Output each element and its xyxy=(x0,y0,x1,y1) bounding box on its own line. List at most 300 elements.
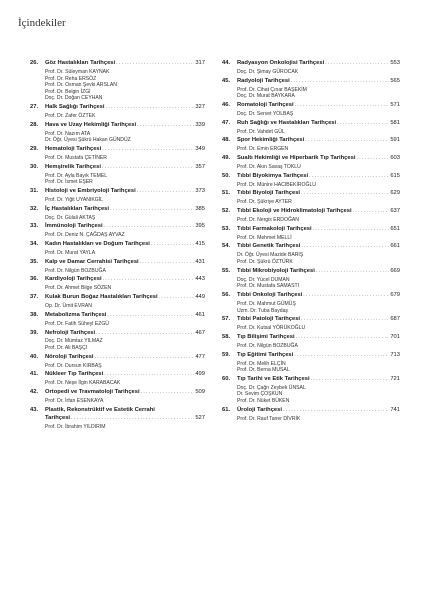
toc-leader-dots xyxy=(311,376,390,384)
toc-entry-number: 42. xyxy=(30,389,39,396)
toc-entry-title: Hemşirelik Tarihçesi xyxy=(45,163,101,170)
toc-leader-dots xyxy=(96,330,194,338)
toc-entry-authors xyxy=(30,155,205,162)
toc-entry[interactable] xyxy=(222,190,400,206)
toc-entry-authors xyxy=(222,235,400,242)
author-name: Prof. Dr. İsmet EŞER xyxy=(45,179,93,186)
toc-entry-number: 53. xyxy=(222,225,231,232)
toc-entry-line xyxy=(30,294,205,302)
author-name: Prof. Dr. Osman Şevki ARSLAN xyxy=(45,82,117,89)
toc-leader-dots xyxy=(316,268,389,276)
toc-entry-authors xyxy=(30,380,205,387)
toc-leader-dots xyxy=(141,389,195,397)
toc-entry-authors xyxy=(30,232,205,239)
toc-entry-number: 44. xyxy=(222,60,231,66)
toc-entry-title: Tıbbi Mikrobiyoloji Tarihçesi xyxy=(237,267,315,274)
toc-entry-title: Tıp Bilişimi Tarihçesi xyxy=(237,334,295,340)
author-name: Prof. Dr. Mahmut GÜMÜŞ xyxy=(237,300,296,307)
toc-entry-title: Histoloji ve Embriyoloji Tarihçesi xyxy=(45,188,136,194)
toc-entry-authors xyxy=(30,398,205,405)
toc-leader-dots xyxy=(95,354,195,362)
toc-entry[interactable] xyxy=(222,316,400,332)
toc-entry-title: Halk Sağlığı Tarihçesi xyxy=(45,104,105,111)
toc-entry-line xyxy=(30,164,205,172)
toc-entry-number: 29. xyxy=(30,146,39,153)
toc-leader-dots xyxy=(71,415,194,423)
toc-entry-page: 527 xyxy=(195,414,205,421)
toc-entry-page: 637 xyxy=(390,208,400,215)
toc-entry-line xyxy=(222,243,400,251)
toc-entry-line xyxy=(30,122,205,130)
toc-entry-title: Tıbbi Farmakoloji Tarihçesi xyxy=(237,225,312,232)
toc-entry-page: 701 xyxy=(390,334,400,340)
toc-entry-number: 32. xyxy=(30,205,39,212)
toc-entry-line xyxy=(222,208,400,216)
toc-entry-authors xyxy=(30,424,205,431)
toc-entry-number: 38. xyxy=(30,311,39,318)
toc-entry-authors xyxy=(30,268,205,275)
toc-entry-title: Kadın Hastalıkları ve Doğum Tarihçesi xyxy=(45,241,150,248)
toc-entry-page: 373 xyxy=(195,188,205,194)
toc-entry-authors xyxy=(222,69,400,76)
toc-entry-page: 327 xyxy=(195,104,205,111)
author-name: Prof. Dr. Dursun KIRBAŞ xyxy=(45,362,102,369)
toc-entry-number: 26. xyxy=(30,60,39,66)
toc-entry-page: 651 xyxy=(390,225,400,232)
toc-entry-title: Kalp ve Damar Cerrahisi Tarihçesi xyxy=(45,258,139,265)
toc-entry-page: 317 xyxy=(195,60,205,66)
toc-entry-title: Spor Hekimliği Tarihçesi xyxy=(237,137,305,144)
toc-entry-line xyxy=(222,352,400,360)
author-name: Prof. Dr. Reha ERSÖZ xyxy=(45,75,97,82)
toc-entry-line xyxy=(30,223,205,231)
toc-entry-page: 661 xyxy=(390,243,400,250)
author-name: Prof. Dr. Münire HACIBEKİROĞLU xyxy=(237,181,316,188)
toc-entry-line xyxy=(222,292,400,300)
toc-entry-authors xyxy=(222,325,400,332)
toc-entry-number: 47. xyxy=(222,119,231,126)
toc-leader-dots xyxy=(337,120,389,128)
author-name: Prof. Dr. Nergis ERDOĞAN xyxy=(237,217,299,223)
toc-entry[interactable] xyxy=(30,407,205,430)
toc-entry-number: 43. xyxy=(30,406,39,413)
author-name: Doç. Dr. Yücel DUMAN xyxy=(237,276,290,283)
toc-entry-line xyxy=(30,354,205,362)
toc-entry-line xyxy=(30,241,205,249)
toc-left-column xyxy=(30,60,205,432)
toc-entry[interactable] xyxy=(222,352,400,374)
toc-leader-dots xyxy=(140,259,195,267)
toc-entry-page: 571 xyxy=(390,101,400,108)
author-name: Prof. Dr. Berna MUSAL xyxy=(237,367,290,374)
toc-entry-number: 59. xyxy=(222,351,231,358)
toc-entry-line xyxy=(30,206,205,214)
toc-entry[interactable] xyxy=(30,294,205,310)
toc-entry-authors xyxy=(222,146,400,153)
toc-entry[interactable] xyxy=(222,78,400,100)
toc-entry[interactable] xyxy=(30,146,205,162)
toc-entry-page: 509 xyxy=(195,389,205,396)
toc-right-column xyxy=(222,60,400,425)
toc-entry-number: 37. xyxy=(30,294,39,301)
toc-entry[interactable] xyxy=(222,173,400,189)
toc-leader-dots xyxy=(283,407,389,415)
toc-entry-page: 431 xyxy=(195,258,205,265)
author-name: Prof. Dr. Şükriye AYTER xyxy=(237,199,292,206)
toc-entry-title: Plastik, Rekonstrüktif ve Estetik Cerrahi xyxy=(45,406,155,413)
toc-entry-page: 591 xyxy=(390,137,400,144)
author-name: Prof. Dr. Ayla Bayık TEMEL xyxy=(45,172,108,179)
toc-leader-dots xyxy=(104,371,194,379)
toc-leader-dots xyxy=(107,312,194,320)
toc-entry-number: 58. xyxy=(222,334,231,340)
toc-entry-line xyxy=(222,137,400,145)
toc-entry-authors xyxy=(222,217,400,224)
toc-entry-page: 499 xyxy=(195,371,205,378)
toc-entry[interactable] xyxy=(222,102,400,118)
toc-leader-dots xyxy=(325,60,389,68)
toc-leader-dots xyxy=(303,292,389,300)
toc-entry-page: 741 xyxy=(390,406,400,413)
toc-entry-line xyxy=(222,334,400,342)
toc-entry-line xyxy=(30,276,205,284)
toc-entry-page: 385 xyxy=(195,205,205,212)
toc-entry-line xyxy=(30,330,205,338)
toc-entry-line xyxy=(30,104,205,112)
toc-entry-page: 349 xyxy=(195,146,205,153)
toc-entry-number: 33. xyxy=(30,223,39,230)
toc-entry-number: 61. xyxy=(222,406,231,413)
author-name: Prof. Dr. Yiğit UYANIKGİL xyxy=(45,196,103,203)
toc-entry-number: 35. xyxy=(30,258,39,265)
toc-leader-dots xyxy=(159,294,195,302)
author-name: Prof. Dr. Süleyman KAYNAK xyxy=(45,68,110,75)
toc-entry-line xyxy=(30,188,205,196)
toc-entry[interactable] xyxy=(30,188,205,204)
author-name: Prof. Dr. Belgin İZGİ xyxy=(45,88,91,95)
toc-leader-dots xyxy=(116,60,194,68)
toc-entry-line xyxy=(30,146,205,154)
toc-entry-authors xyxy=(222,361,400,374)
author-name: Prof. Dr. Şükrü ÖZTÜRK xyxy=(237,258,293,265)
toc-entry-authors xyxy=(30,197,205,204)
toc-entry-page: 339 xyxy=(195,121,205,128)
toc-entry-title: Tıp Tarihi ve Etik Tarihçesi xyxy=(237,375,310,382)
author-name: Prof. Dr. Deniz N. ÇAĞDAŞ AYVAZ xyxy=(45,232,125,239)
toc-entry-title: İmmünoloji Tarihçesi xyxy=(45,223,103,230)
page-title: İçindekiler xyxy=(18,17,66,29)
toc-entry-line xyxy=(30,415,205,423)
toc-entry[interactable] xyxy=(30,259,205,275)
toc-entry-authors xyxy=(222,416,400,423)
toc-entry-page: 357 xyxy=(195,163,205,170)
toc-entry[interactable] xyxy=(30,104,205,120)
toc-entry[interactable] xyxy=(222,137,400,153)
toc-entry-title: Sualtı Hekimliği ve Hiperbarik Tıp Tarihçesi xyxy=(237,155,356,162)
toc-entry[interactable] xyxy=(30,330,205,352)
toc-entry[interactable] xyxy=(222,407,400,423)
toc-entry[interactable] xyxy=(30,223,205,239)
toc-entry-page: 615 xyxy=(390,172,400,179)
toc-entry-line xyxy=(222,407,400,415)
toc-entry-page: 603 xyxy=(390,155,400,162)
toc-entry-line xyxy=(222,226,400,234)
author-name: Op. Dr. Ümit EVRAN xyxy=(45,303,92,310)
toc-entry-authors xyxy=(30,113,205,120)
toc-entry-title: Hematoloji Tarihçesi xyxy=(45,146,102,153)
toc-entry[interactable] xyxy=(222,334,400,350)
toc-entry-title: Üroloji Tarihçesi xyxy=(237,406,282,413)
author-name: Prof. Dr. Akın Savaş TOKLU xyxy=(237,163,301,170)
toc-entry-authors xyxy=(222,182,400,189)
toc-leader-dots xyxy=(313,226,390,234)
toc-entry-line xyxy=(222,190,400,198)
toc-entry[interactable] xyxy=(30,241,205,257)
toc-entry-title: Tıbbi Patoloji Tarihçesi xyxy=(237,316,301,323)
toc-entry-number: 36. xyxy=(30,276,39,283)
author-name: Prof. Dr. Emin ERGEN xyxy=(237,146,289,153)
toc-entry-title: Hava ve Uzay Hekimliği Tarihçesi xyxy=(45,121,137,128)
toc-entry-title: Nöroloji Tarihçesi xyxy=(45,353,94,360)
toc-entry-page: 467 xyxy=(195,329,205,336)
toc-entry-authors xyxy=(222,129,400,136)
toc-entry-number: 39. xyxy=(30,329,39,336)
toc-entry-number: 30. xyxy=(30,163,39,170)
toc-entry-line xyxy=(222,102,400,110)
toc-entry-line xyxy=(222,316,400,324)
author-name: Prof. Dr. Murat YAYLA xyxy=(45,249,96,256)
toc-entry-authors xyxy=(30,303,205,310)
toc-entry-title: Tıbbi Biyokimya Tarihçesi xyxy=(237,172,309,179)
toc-entry-line xyxy=(222,120,400,128)
toc-entry-page: 553 xyxy=(390,60,400,66)
author-name: Prof. Dr. Neşe İlgin KARABACAK xyxy=(45,380,121,387)
toc-entry-authors xyxy=(222,111,400,118)
toc-entry-number: 31. xyxy=(30,188,39,194)
toc-entry[interactable] xyxy=(222,208,400,224)
author-name: Prof. Dr. Mustafa ÇETİNER xyxy=(45,154,107,161)
toc-leader-dots xyxy=(137,122,194,130)
toc-entry-number: 45. xyxy=(222,77,231,84)
toc-entry-title: Radyasyon Onkolojisi Tarihçesi xyxy=(237,60,325,66)
toc-entry-number: 51. xyxy=(222,190,231,197)
author-name: Doç. Dr. Murat BAYKARA xyxy=(237,93,295,100)
toc-entry-page: 721 xyxy=(390,375,400,382)
toc-leader-dots xyxy=(305,137,389,145)
toc-entry[interactable] xyxy=(30,164,205,186)
toc-entry-title: Tıbbi Ekoloji ve Hidroklimatoloji Tarihçesi xyxy=(237,208,352,215)
toc-entry[interactable] xyxy=(222,120,400,136)
toc-entry-page: 679 xyxy=(390,292,400,299)
toc-entry-line xyxy=(30,407,205,415)
toc-entry-title: Nefroloji Tarihçesi xyxy=(45,329,96,336)
toc-entry-title: Ruh Sağlığı ve Hastalıkları Tarihçesi xyxy=(237,119,337,126)
toc-entry-authors xyxy=(30,321,205,328)
author-name: Prof. Dr. Mustafa SAMASTI xyxy=(237,283,299,290)
toc-entry-number: 60. xyxy=(222,375,231,382)
toc-entry[interactable] xyxy=(222,226,400,242)
toc-entry-number: 34. xyxy=(30,241,39,248)
toc-entry-number: 54. xyxy=(222,243,231,250)
toc-entry-line xyxy=(222,376,400,384)
toc-entry[interactable] xyxy=(30,371,205,387)
toc-entry-number: 40. xyxy=(30,353,39,360)
toc-entry-line xyxy=(222,155,400,163)
toc-entry[interactable] xyxy=(222,60,400,76)
toc-entry-line xyxy=(30,312,205,320)
toc-entry-page: 669 xyxy=(390,267,400,274)
toc-entry-line xyxy=(30,371,205,379)
author-name: Doç. Dr. Şimay GÜROCAK xyxy=(237,68,299,75)
toc-leader-dots xyxy=(353,208,390,216)
toc-entry-title: Ortopedi ve Travmatoloji Tarihçesi xyxy=(45,389,140,396)
toc-entry-line xyxy=(222,60,400,68)
toc-entry[interactable] xyxy=(30,312,205,328)
author-name: Prof. Dr. Mehmet MELLİ xyxy=(237,234,292,241)
toc-entry-page: 415 xyxy=(195,241,205,248)
toc-entry-page: 443 xyxy=(195,276,205,283)
author-name: Doç. Dr. Doğan CEYHAN xyxy=(45,95,103,102)
toc-entry-page: 461 xyxy=(195,311,205,318)
author-name: Prof. Dr. Nilgün BOZBUĞA xyxy=(45,267,106,274)
toc-entry[interactable] xyxy=(30,276,205,292)
toc-entry[interactable] xyxy=(30,60,205,102)
toc-entry-title: Kulak Burun Boğaz Hastalıkları Tarihçesi xyxy=(45,294,158,301)
author-name: Prof. Dr. Rauf Taner DİVRİK xyxy=(237,415,301,422)
toc-leader-dots xyxy=(301,190,389,198)
toc-leader-dots xyxy=(103,276,195,284)
toc-entry-authors xyxy=(222,343,400,350)
toc-entry-number: 27. xyxy=(30,104,39,111)
toc-entry-title: Kardiyoloji Tarihçesi xyxy=(45,276,102,283)
toc-entry-authors xyxy=(30,131,205,144)
author-name: Prof. Dr. Ahmet Bilge SÖZEN xyxy=(45,285,112,292)
toc-entry-title: Romatoloji Tarihçesi xyxy=(237,101,294,108)
toc-entry-number: 41. xyxy=(30,371,39,378)
toc-entry-line xyxy=(30,259,205,267)
toc-entry-title: Tıbbi Genetik Tarihçesi xyxy=(237,243,301,250)
author-name: Doç. Dr. Mümtaz YILMAZ xyxy=(45,338,103,345)
toc-entry-authors xyxy=(30,215,205,222)
toc-leader-dots xyxy=(106,104,195,112)
author-name: Prof. Dr. Nüket BÜKEN xyxy=(237,398,290,405)
author-name: Doç. Dr. Gülali AKTAŞ xyxy=(45,214,96,221)
toc-entry-authors xyxy=(222,252,400,265)
toc-entry[interactable] xyxy=(30,354,205,370)
toc-entry-title: Nükleer Tıp Tarihçesi xyxy=(45,371,104,378)
toc-leader-dots xyxy=(356,155,389,163)
toc-entry-line xyxy=(222,268,400,276)
toc-entry[interactable] xyxy=(30,206,205,222)
author-name: Prof. Dr. Nilgün BOZBUĞA xyxy=(237,342,298,349)
toc-entry-authors xyxy=(222,164,400,171)
toc-entry-number: 49. xyxy=(222,155,231,162)
toc-entry[interactable] xyxy=(222,376,400,405)
toc-leader-dots xyxy=(137,188,195,196)
toc-entry-title: Tıbbi Biyoloji Tarihçesi xyxy=(237,190,301,197)
toc-entry-authors xyxy=(222,199,400,206)
toc-entry-authors xyxy=(222,301,400,314)
toc-entry-page: 477 xyxy=(195,353,205,360)
toc-entry-title: İç Hastalıkları Tarihçesi xyxy=(45,205,110,212)
toc-leader-dots xyxy=(301,316,389,324)
toc-entry-authors xyxy=(30,285,205,292)
toc-entry-page: 629 xyxy=(390,190,400,197)
toc-entry-title: Radyoloji Tarihçesi xyxy=(237,77,290,84)
author-name: Prof. Dr. Fatih Süheyl EZGÜ xyxy=(45,320,109,327)
toc-leader-dots xyxy=(295,102,390,110)
toc-entry-title: Tıbbi Onkoloji Tarihçesi xyxy=(237,292,303,299)
author-name: Prof. Dr. Cihat Çınar BAŞEKİM xyxy=(237,86,307,93)
toc-entry-line xyxy=(222,78,400,86)
toc-entry[interactable] xyxy=(222,268,400,290)
toc-entry-line xyxy=(222,173,400,181)
toc-entry-page: 581 xyxy=(390,119,400,126)
toc-entry-number: 48. xyxy=(222,137,231,144)
author-name: Prof. Dr. İbrahim YILDIRIM xyxy=(45,423,106,430)
author-name: Prof. Dr. Melih ELÇİN xyxy=(237,360,286,367)
author-name: Prof. Dr. İrfan ESENKAYA xyxy=(45,398,104,405)
toc-entry-page: 565 xyxy=(390,77,400,84)
toc-entry-title: Göz Hastalıkları Tarihçesi xyxy=(45,60,116,66)
toc-entry-number: 52. xyxy=(222,208,231,215)
toc-entry-number: 50. xyxy=(222,172,231,179)
toc-entry-line xyxy=(30,389,205,397)
toc-leader-dots xyxy=(309,173,389,181)
toc-entry[interactable] xyxy=(30,122,205,144)
author-name: Doç. Dr. Çağrı Zeybek ÜNSAL xyxy=(237,384,306,391)
toc-entry-authors xyxy=(30,338,205,351)
toc-entry-authors xyxy=(30,250,205,257)
toc-leader-dots xyxy=(291,78,390,86)
author-name: Prof. Dr. Ali BAŞÇI xyxy=(45,345,88,351)
toc-entry-title: Tarihçesi xyxy=(45,414,71,421)
toc-entry[interactable] xyxy=(222,292,400,314)
author-name: Uzm. Dr. Tuba Baydaş xyxy=(237,307,288,314)
toc-entry-number: 56. xyxy=(222,292,231,299)
toc-leader-dots xyxy=(110,206,194,214)
toc-entry[interactable] xyxy=(222,155,400,171)
toc-leader-dots xyxy=(296,334,390,342)
toc-entry-number: 28. xyxy=(30,121,39,128)
author-name: Prof. Dr. Nazım ATA xyxy=(45,130,91,137)
toc-leader-dots xyxy=(301,243,389,251)
toc-entry-authors xyxy=(30,69,205,102)
toc-entry[interactable] xyxy=(222,243,400,265)
author-name: Dr. Öğr. Üyesi Mazide BARIŞ xyxy=(237,252,304,259)
toc-entry[interactable] xyxy=(30,389,205,405)
author-name: Prof. Dr. Zafer ÖZTEK xyxy=(45,112,96,119)
toc-entry-authors xyxy=(222,87,400,100)
toc-entry-number: 57. xyxy=(222,316,231,323)
toc-entry-number: 55. xyxy=(222,267,231,274)
toc-entry-title: Metabolizma Tarihçesi xyxy=(45,311,107,318)
toc-leader-dots xyxy=(294,352,389,360)
toc-leader-dots xyxy=(102,164,194,172)
author-name: Prof. Dr. Kutsal YÖRÜKOĞLU xyxy=(237,325,306,332)
author-name: Dr. Öğr. Üyesi Şükrü Hakan GÜNDÜZ xyxy=(45,137,131,144)
toc-leader-dots xyxy=(104,223,195,231)
toc-entry-title: Tıp Eğitimi Tarihçesi xyxy=(237,351,294,358)
author-name: Dr. Sevim ÇOŞKUN xyxy=(237,391,283,398)
toc-entry-page: 687 xyxy=(390,316,400,323)
toc-entry-authors xyxy=(222,385,400,405)
author-name: Doç. Dr. Servet YOLBAŞ xyxy=(237,110,294,117)
toc-leader-dots xyxy=(151,241,194,249)
toc-entry-page: 449 xyxy=(195,294,205,301)
toc-entry-number: 46. xyxy=(222,101,231,108)
toc-entry-authors xyxy=(222,277,400,290)
